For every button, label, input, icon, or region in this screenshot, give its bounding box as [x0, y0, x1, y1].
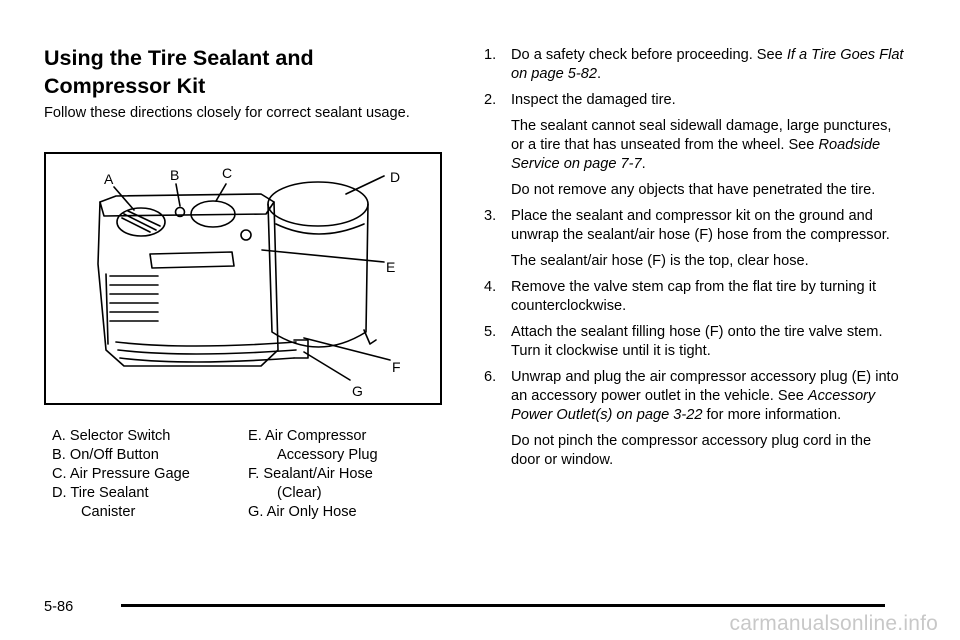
legend-item-d-cont: Canister	[81, 504, 136, 520]
cross-reference-link[interactable]: Accessory Power Outlet(s) on page 3-22	[511, 388, 876, 423]
legend-item-f: F. Sealant/Air Hose	[248, 466, 373, 482]
legend-item-c: C. Air Pressure Gage	[52, 466, 190, 482]
step-text-end: for more information.	[702, 407, 842, 423]
intro-paragraph: Follow these directions closely for correct sealant usage.	[44, 105, 410, 121]
step-2	[484, 91, 904, 110]
compressor-kit-illustration	[46, 154, 440, 403]
step-text-end: .	[597, 66, 602, 82]
cross-reference-link[interactable]: If a Tire Goes Flat on page 5-82	[511, 47, 904, 82]
step-number: 4.	[484, 279, 497, 295]
step-text: Remove the valve stem cap from the flat tire by turning it counterclockwise.	[511, 279, 877, 314]
note-text-end: .	[641, 156, 646, 172]
step-2-note-2: Do not remove any objects that have penetrated the tire.	[511, 182, 876, 198]
step-4	[484, 278, 904, 316]
step-text: Place the sealant and compressor kit on the ground and unwrap the sealant/air hose (F) hose from the compressor.	[511, 208, 890, 243]
note-text: The sealant cannot seal sidewall damage, large punctures, or a tire that has unseated from the wheel. See	[511, 118, 892, 153]
legend-item-b: B. On/Off Button	[52, 447, 159, 463]
callout-d: D	[390, 169, 401, 185]
legend-item-d: D. Tire Sealant	[52, 485, 149, 501]
callout-c: C	[222, 165, 233, 181]
compressor-kit-figure	[44, 152, 442, 405]
legend-item-e-cont: Accessory Plug	[277, 447, 378, 463]
step-number: 5.	[484, 324, 497, 340]
callout-a: A	[104, 171, 114, 187]
cross-reference-link[interactable]: Roadside Service on page 7-7	[511, 137, 881, 172]
step-3	[484, 207, 904, 245]
figure-legend-left	[52, 427, 190, 522]
step-1	[484, 46, 904, 84]
section-heading: Using the Tire Sealant and Compressor Kit	[44, 46, 314, 98]
step-3-note: The sealant/air hose (F) is the top, clear hose.	[511, 253, 809, 269]
callout-g: G	[352, 383, 363, 399]
step-number: 1.	[484, 47, 497, 63]
legend-item-g: G. Air Only Hose	[248, 504, 357, 520]
figure-legend-right	[248, 427, 378, 522]
step-5	[484, 323, 904, 361]
instructions-column	[484, 46, 904, 477]
legend-item-e: E. Air Compressor	[248, 428, 367, 444]
step-6-note: Do not pinch the compressor accessory plug cord in the door or window.	[511, 433, 872, 468]
step-number: 3.	[484, 208, 497, 224]
step-text: Unwrap and plug the air compressor accessory plug (E) into an accessory power outlet in the vehicle. See	[511, 369, 899, 404]
step-2-note-1	[484, 117, 904, 174]
legend-item-a: A. Selector Switch	[52, 428, 171, 444]
watermark-text: carmanualsonline.info	[729, 612, 938, 635]
step-number: 2.	[484, 92, 497, 108]
step-text: Inspect the damaged tire.	[511, 92, 676, 108]
callout-b: B	[170, 167, 180, 183]
callout-f: F	[392, 359, 401, 375]
callout-e: E	[386, 259, 396, 275]
footer-rule	[121, 604, 885, 607]
legend-item-f-cont: (Clear)	[277, 485, 322, 501]
step-text: Attach the sealant filling hose (F) onto the tire valve stem. Turn it clockwise until it is tight.	[511, 324, 883, 359]
step-6	[484, 368, 904, 425]
step-text: Do a safety check before proceeding. See	[511, 47, 787, 63]
page-number: 5-86	[44, 599, 74, 615]
step-number: 6.	[484, 369, 497, 385]
